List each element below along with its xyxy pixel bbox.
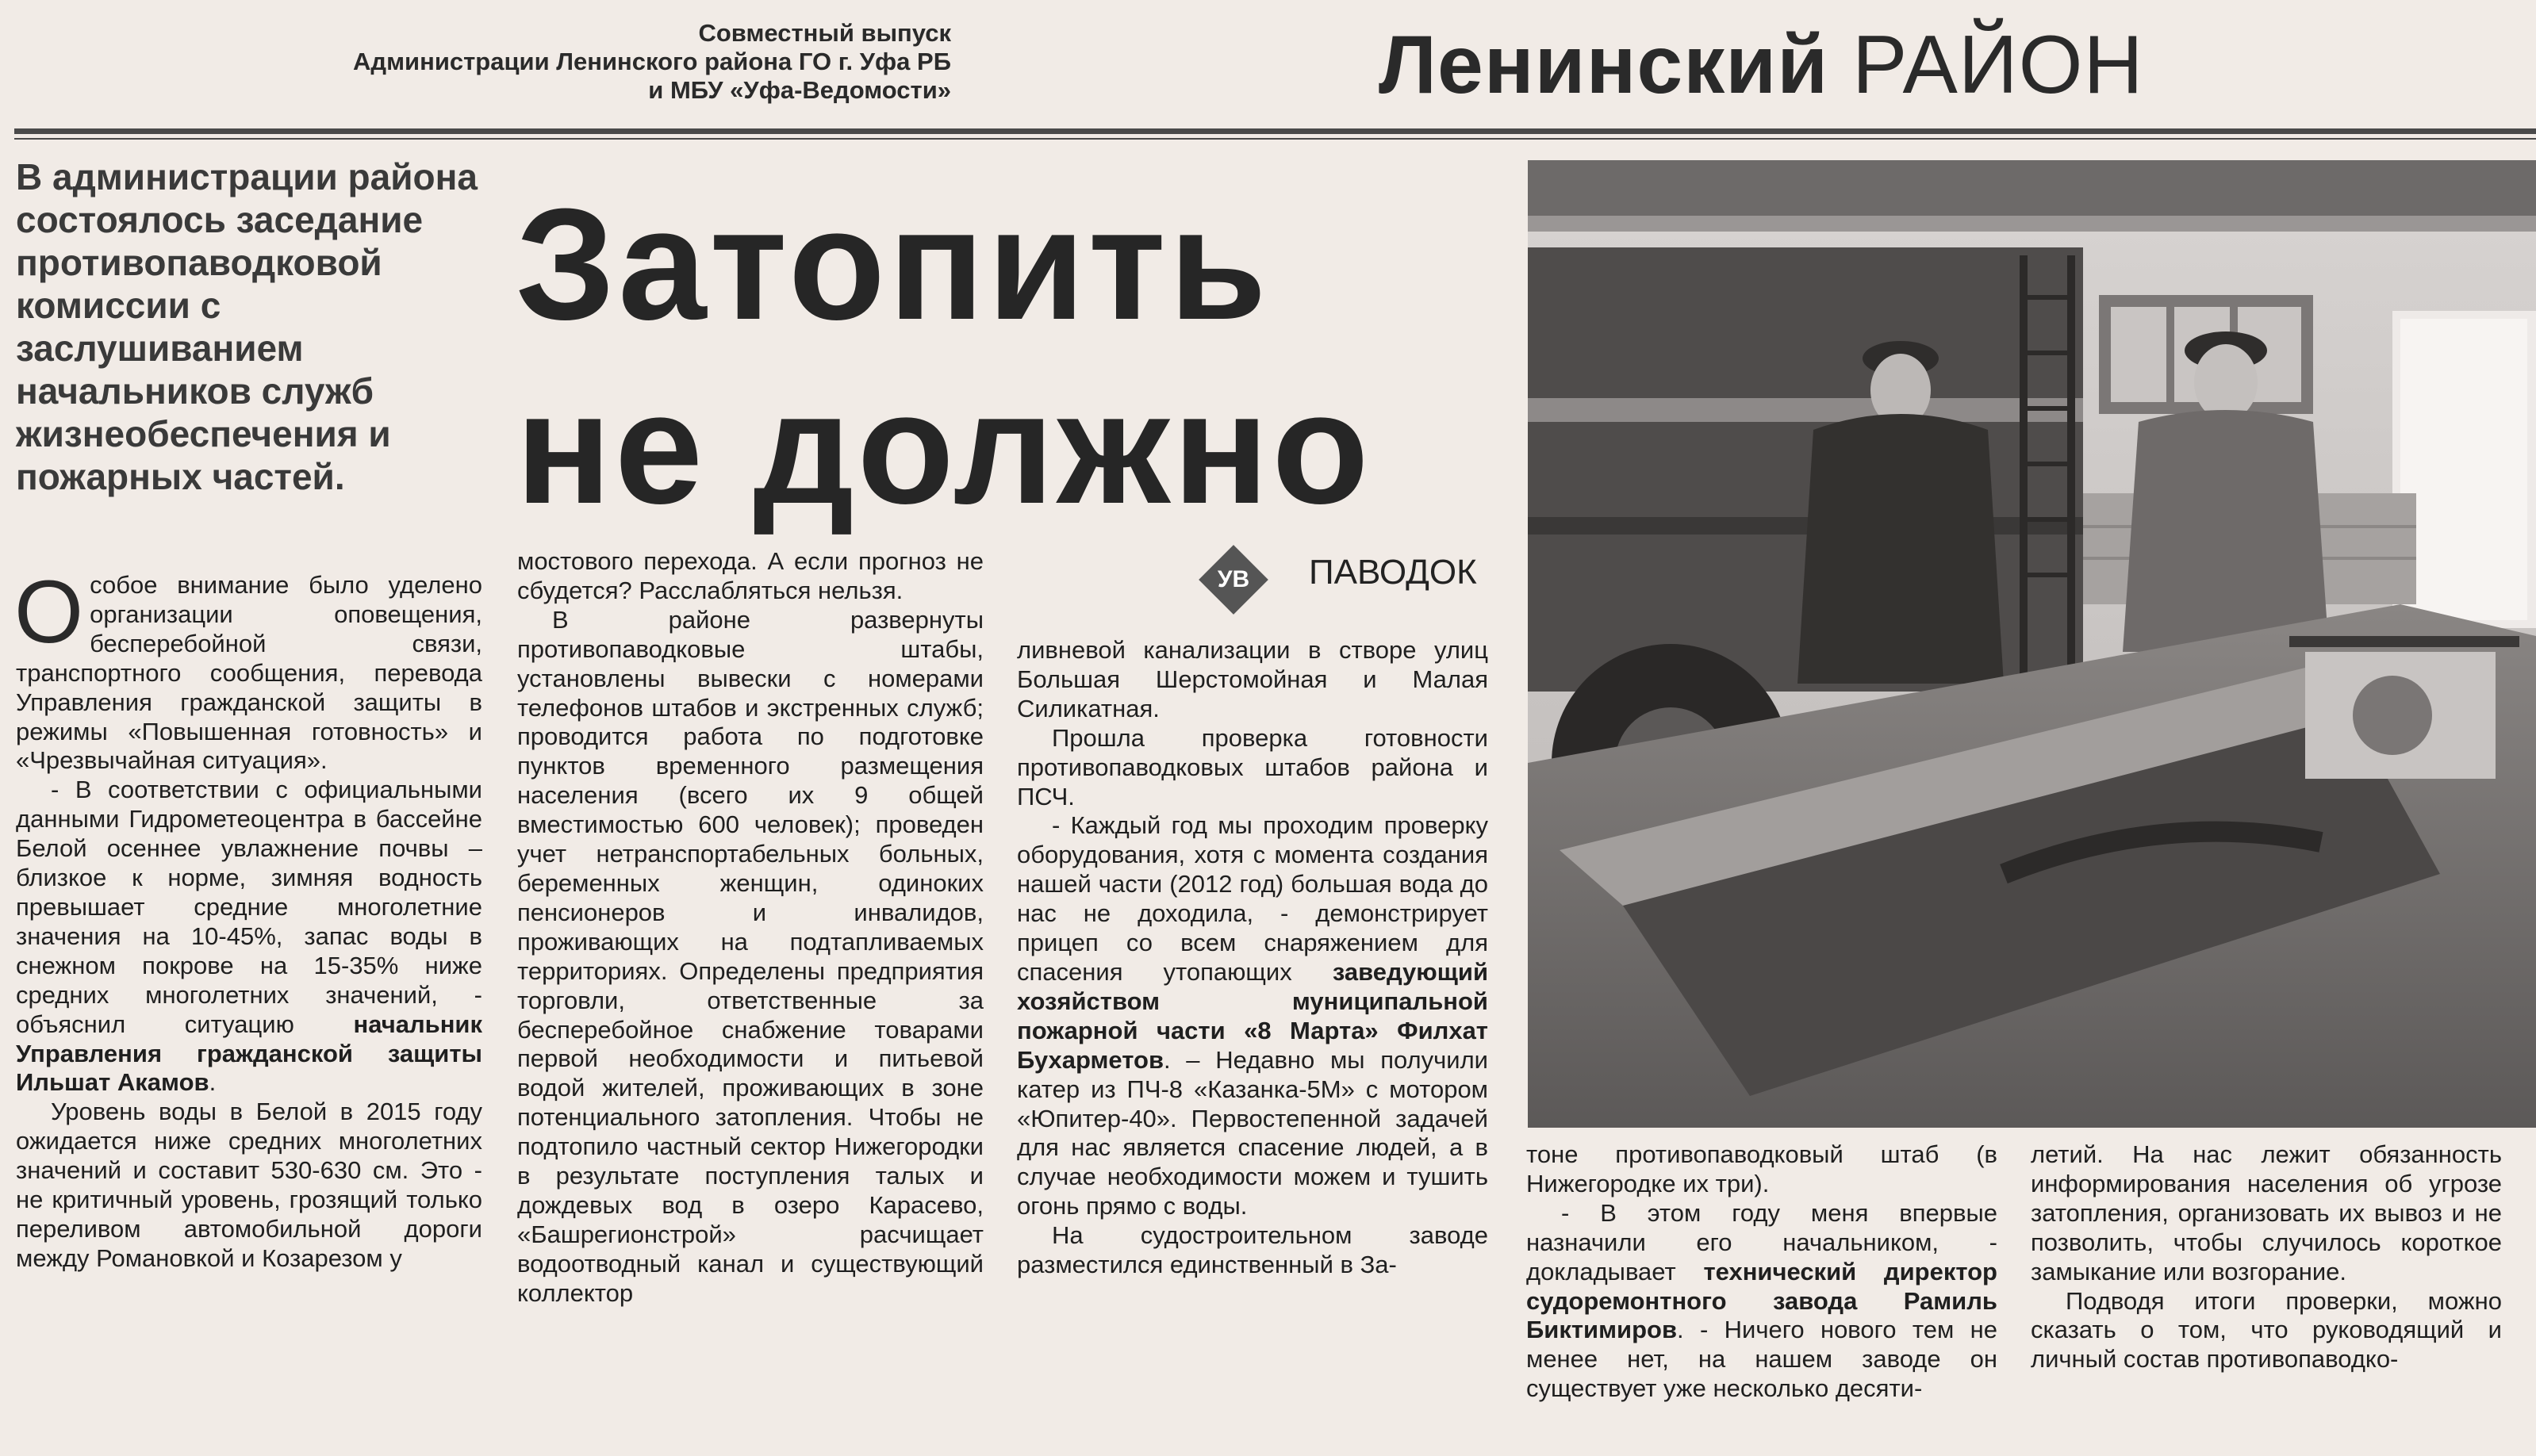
masthead-rule — [14, 128, 2536, 134]
col2-paragraph-2: В районе развернуты противопаводковые штабы, установлены вывески с номерами телефонов штабов и экстренных служб; проводится работа по подготовке пунктов временного размещения населения (всего их 9 общей вместимостью 600 человек); проведен учет нетранспортабельных больных, беременных женщин, одиноких пенсионеров и инвалидов, проживающих на подтапливаемых территориях. Определены предприятия торговли, ответственные за бесперебойное снабжение товарами первой необходимости и питьевой водой жителей, проживающих в зоне потенциального затопления. Чтобы не подтопило частный сектор Нижегородки в результате поступления талых и дождевых вод в озеро Карасево, «Башрегионстрой» расчищает водоотводный канал и существующий коллектор — [517, 605, 984, 1307]
photo-illustration — [1528, 160, 2536, 1128]
col1-p2-bold: начальник Управления гражданской защиты Ильшат Акамов — [16, 1010, 482, 1097]
joint-issue-note — [353, 19, 951, 105]
masthead-thin-rule — [14, 138, 2536, 140]
section-title-bold: Ленинский — [1379, 19, 1829, 111]
col3-p3-text: - Каждый год мы проходим проверку оборудования, хотя с момента создания нашей части (2012 год) большая вода до нас не доходила, - демонстрирует прицеп со всем снаряжением для спасения утопающих — [1017, 811, 1488, 986]
col4-p2-bold: технический директор судоремонтного завода Рамиль Биктимиров — [1526, 1257, 1997, 1344]
headline-line-2: не должно — [516, 360, 1372, 537]
col3-p3-end: . – Недавно мы получили катер из ПЧ-8 «Казанка-5М» с мотором «Юпитер-40». Первостепенной задачей для нас является спасение людей, а в случае необходимости можем и тушить огонь прямо с воды. — [1017, 1045, 1488, 1220]
rubric-label: ПАВОДОК — [1309, 553, 1477, 592]
article-column-4 — [1526, 1140, 1997, 1404]
col5-paragraph-1: летий. На нас лежит обязанность информирования населения об угрозе затопления, организовать их вывоз и не позволить, чтобы случилось короткое замыкание или возгорание. — [2031, 1140, 2502, 1285]
col5-paragraph-2: Подводя итоги проверки, можно сказать о том, что руководящий и личный состав противопаводко- — [2031, 1286, 2502, 1374]
col1-paragraph-3: Уровень воды в Белой в 2015 году ожидается ниже средних многолетних значений и составит 530-630 см. Это - не критичный уровень, грозящий только переливом автомобильной дороги между Романовкой и Козарезом у — [16, 1098, 482, 1272]
joint-line-1: Совместный выпуск — [698, 19, 951, 47]
col3-paragraph-1: ливневой канализации в створе улиц Большая Шерстомойная и Малая Силикатная. — [1017, 636, 1488, 722]
section-title-light: РАЙОН — [1852, 19, 2144, 111]
col3-p3-bold: заведующий хозяйством муниципальной пожарной части «8 Марта» Филхат Бухарметов — [1017, 957, 1488, 1074]
col1-p1-text: собое внимание было уделено организации оповещения, бесперебойной связи, транспортного сообщения, перевода Управления гражданской защиты в режимы «Повышенная готовность» и «Чрезвычайная ситуация». — [16, 571, 482, 775]
article-column-3 — [1017, 636, 1488, 1280]
col3-paragraph-2: Прошла проверка готовности противопаводковых штабов района и ПСЧ. — [1017, 723, 1488, 810]
col4-p2-text: - В этом году меня впервые назначили его начальником, - докладывает — [1526, 1198, 1997, 1285]
col4-paragraph-1: тоне противопаводковый штаб (в Нижегородке их три). — [1526, 1140, 1997, 1197]
col1-p2-end: . — [209, 1068, 217, 1097]
headline-line-1: Затопить — [516, 176, 1270, 353]
article-headline — [516, 173, 1507, 541]
col1-paragraph-2 — [16, 776, 482, 1098]
joint-line-3: и МБУ «Уфа-Ведомости» — [648, 76, 951, 104]
col3-paragraph-4: На судостроительном заводе разместился единственный в За- — [1017, 1221, 1488, 1279]
col1-paragraph-1 — [14, 562, 482, 776]
joint-line-2: Администрации Ленинского района ГО г. Уфа РБ — [353, 48, 951, 75]
article-column-1 — [14, 562, 482, 1274]
article-lead: В администрации района состоялось заседание противопаводковой комиссии с заслушиванием начальников служб жизнеобеспечения и пожарных частей. — [16, 156, 478, 497]
col4-p2-end: . - Ничего нового тем не менее нет, на нашем заводе он существует уже несколько десяти- — [1526, 1316, 1997, 1403]
article-photo — [1528, 160, 2536, 1128]
col3-paragraph-3 — [1017, 811, 1488, 1221]
drop-cap: О — [14, 562, 84, 661]
col4-paragraph-2 — [1526, 1199, 1997, 1404]
col1-p2-text: - В соответствии с официальными данными Гидрометеоцентра в бассейне Белой осеннее увлажнение почвы – близкое к норме, зимняя водность превышает средние многолетние значения на 10-45%, запас воды в снежном покрове на 15-35% ниже средних многолетних значений, - объяснил ситуацию — [16, 776, 482, 1038]
col2-paragraph-1: мостового перехода. А если прогноз не сбудется? Расслабляться нельзя. — [517, 547, 984, 604]
uv-badge — [1199, 546, 1268, 614]
article-column-5 — [2031, 1140, 2502, 1374]
badge-text: УВ — [1217, 566, 1250, 592]
section-title — [1379, 17, 2144, 113]
article-column-2 — [517, 547, 984, 1308]
